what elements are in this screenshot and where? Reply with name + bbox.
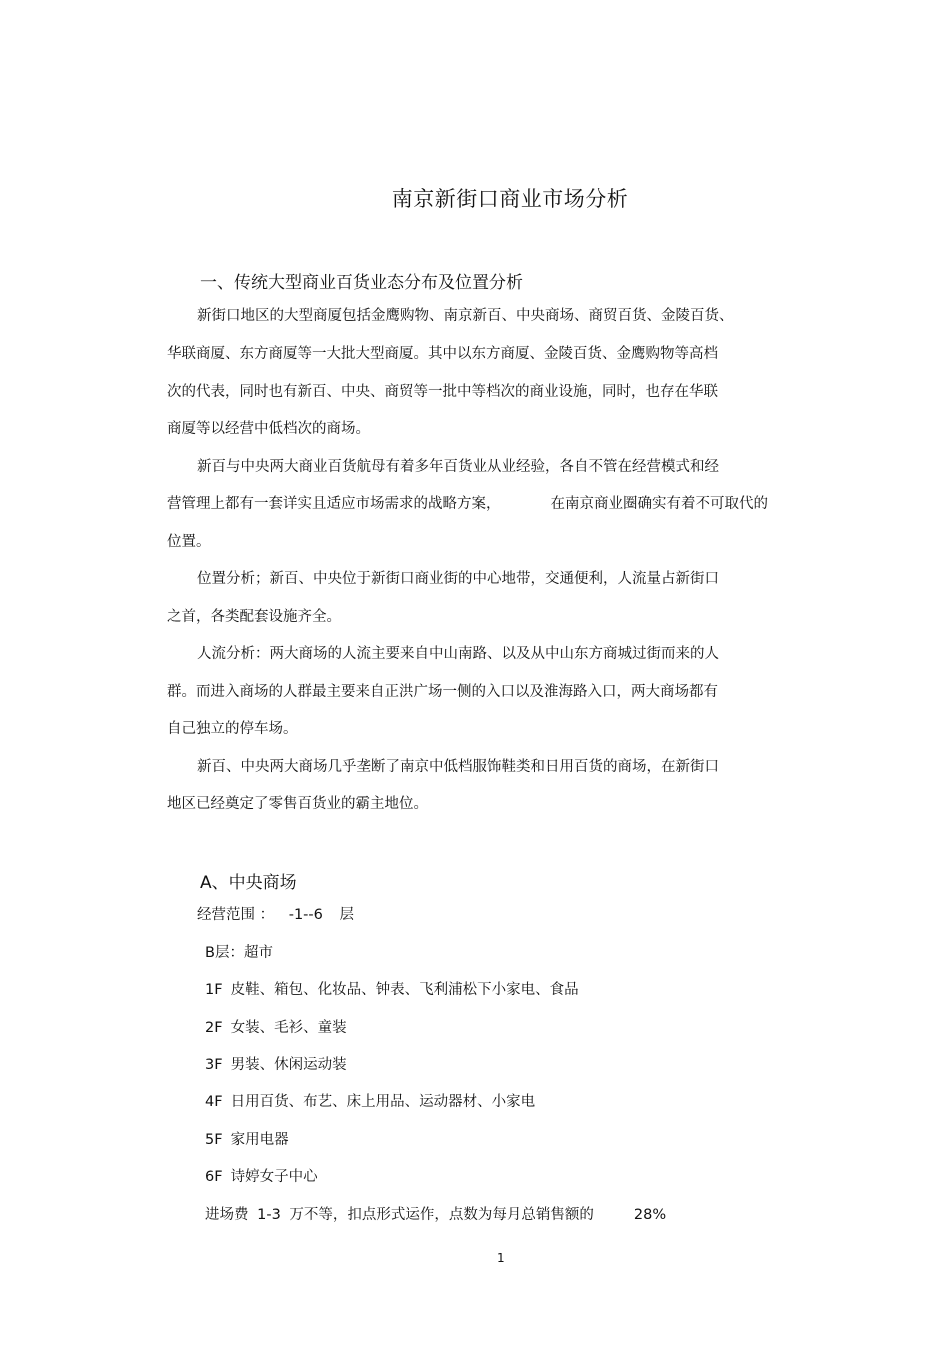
entry-fee-text: 万不等，扣点形式运作，点数为每月总销售额的: [289, 1207, 594, 1223]
page-number: 1: [497, 1251, 505, 1265]
floor-row: [205, 1018, 347, 1038]
subsection-heading: A、中央商场: [200, 873, 297, 893]
paragraph-line: 地区已经奠定了零售百货业的霸主地位。: [167, 796, 428, 812]
floor-code: 1F: [205, 982, 223, 998]
paragraph-line: 新街口地区的大型商厦包括金鹰购物、南京新百、中央商场、商贸百货、金陵百货、: [197, 308, 734, 324]
paragraph-line: 新百、中央两大商场几乎垄断了南京中低档服饰鞋类和日用百货的商场，在新街口: [197, 759, 719, 775]
floor-code: B层：: [205, 945, 244, 961]
paragraph-segment: 营管理上都有一套详实且适应市场需求的战略方案，: [167, 496, 501, 512]
floor-row: [205, 1130, 289, 1150]
business-range-value: -1--6: [288, 907, 323, 923]
floor-row: [205, 943, 273, 963]
document-title: 南京新街口商业市场分析: [391, 187, 629, 211]
paragraph-line: 新百与中央两大商业百货航母有着多年百货业从业经验，各自不管在经营模式和经: [197, 459, 719, 475]
floor-description: 男装、休闲运动装: [230, 1057, 347, 1073]
floor-description: 女装、毛衫、童装: [230, 1020, 347, 1036]
entry-fee-range: 1-3: [257, 1207, 281, 1223]
paragraph-line: 之首，各类配套设施齐全。: [167, 609, 341, 625]
paragraph-line: 自己独立的停车场。: [167, 721, 298, 737]
paragraph-line: 位置分析；新百、中央位于新街口商业街的中心地带，交通便利，人流量占新街口: [197, 571, 719, 587]
floor-code: 2F: [205, 1020, 223, 1036]
floor-code: 6F: [205, 1169, 223, 1185]
paragraph-line: 次的代表，同时也有新百、中央、商贸等一批中等档次的商业设施，同时，也存在华联: [167, 384, 718, 400]
section-heading: 一、传统大型商业百货业态分布及位置分析: [200, 273, 523, 293]
floor-row: [205, 1167, 318, 1187]
floor-description: 皮鞋、箱包、化妆品、钟表、飞利浦松下小家电、食品: [230, 982, 579, 998]
paragraph-line: [167, 494, 768, 514]
business-range-label: 经营范围 ：: [197, 907, 275, 923]
paragraph-line: 位置。: [167, 534, 211, 550]
business-range-unit: 层: [339, 907, 354, 923]
floor-description: 诗婷女子中心: [230, 1169, 318, 1185]
floor-code: 5F: [205, 1132, 223, 1148]
floor-code: 4F: [205, 1094, 223, 1110]
entry-fee-percent: 28%: [633, 1207, 667, 1223]
paragraph-line: 商厦等以经营中低档次的商场。: [167, 421, 370, 437]
paragraph-segment: 在南京商业圈确实有着不可取代的: [550, 496, 768, 512]
entry-fee-line: [205, 1205, 666, 1225]
floor-description: 家用电器: [230, 1132, 289, 1148]
floor-row: [205, 980, 579, 1000]
floor-description: 日用百货、布艺、床上用品、运动器材、小家电: [230, 1094, 536, 1110]
business-range: [197, 905, 354, 925]
paragraph-line: 人流分析：两大商场的人流主要来自中山南路、以及从中山东方商城过街而来的人: [197, 646, 719, 662]
floor-code: 3F: [205, 1057, 223, 1073]
floor-description: 超市: [243, 945, 273, 961]
floor-row: [205, 1055, 347, 1075]
paragraph-line: 群。而进入商场的人群最主要来自正洪广场一侧的入口以及淮海路入口，两大商场都有: [167, 684, 718, 700]
floor-row: [205, 1092, 535, 1112]
paragraph-line: 华联商厦、东方商厦等一大批大型商厦。其中以东方商厦、金陵百货、金鹰购物等高档: [167, 346, 718, 362]
entry-fee-label: 进场费: [205, 1207, 249, 1223]
